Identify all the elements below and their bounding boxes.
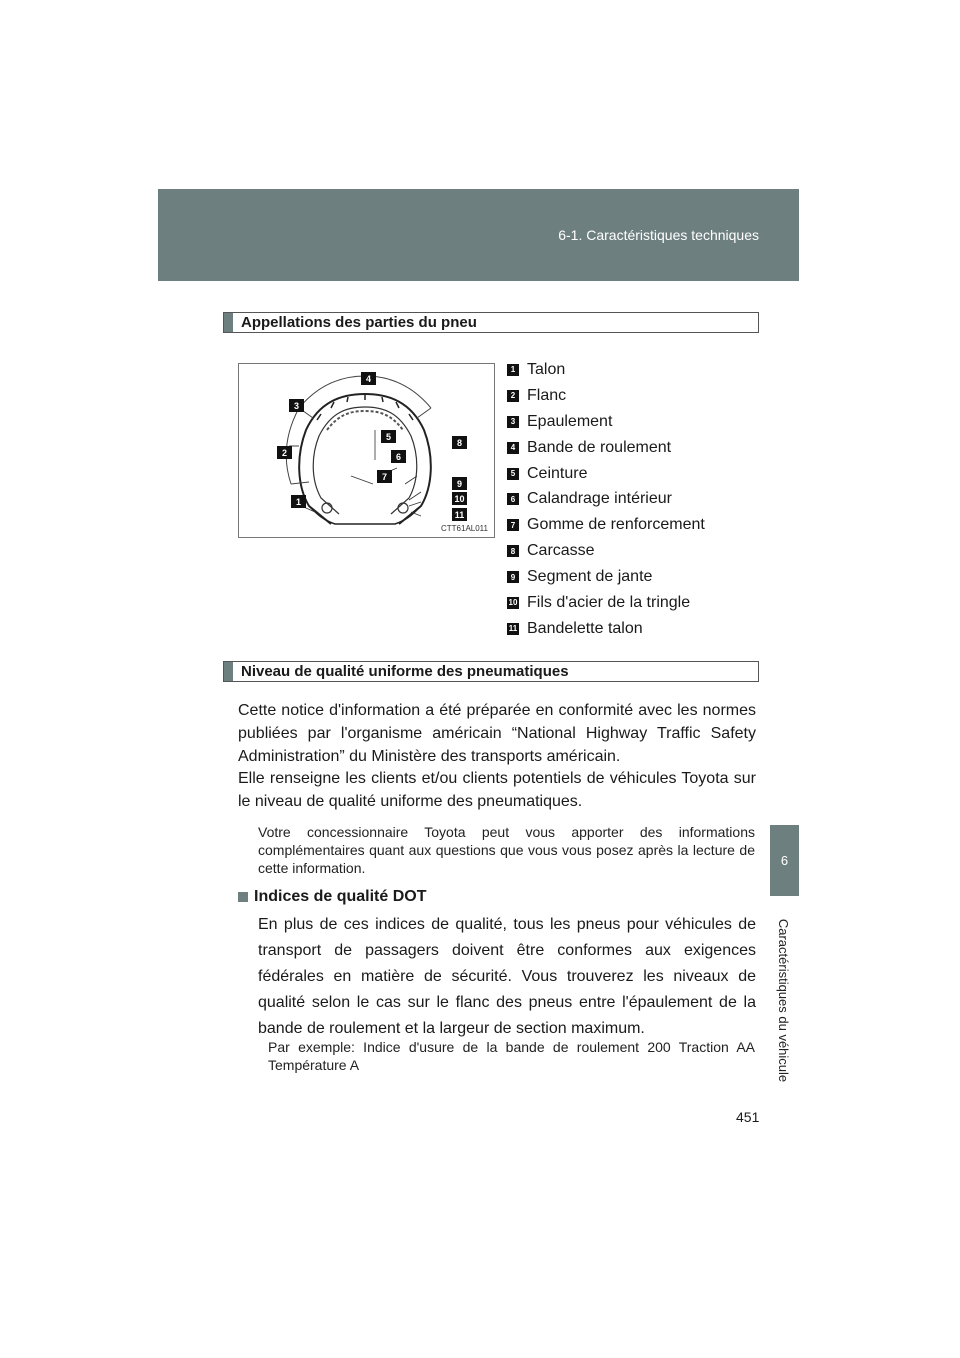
callout-3: 3	[289, 399, 304, 412]
part-number-badge: 2	[507, 390, 519, 402]
section-heading-tire-parts	[223, 312, 759, 333]
part-label: Ceinture	[527, 464, 588, 482]
part-label: Calandrage intérieur	[527, 490, 672, 508]
page-number: 451	[736, 1109, 760, 1125]
chapter-side-label	[766, 910, 802, 1090]
list-item	[507, 616, 705, 642]
info-paragraph: Elle renseigne les clients et/ou clients potentiels de véhicules Toyota sur le niveau de qualité uniforme des pneumatiques.	[238, 770, 756, 810]
part-number-badge: 8	[507, 545, 519, 557]
figure-code: CTT61AL011	[441, 524, 488, 533]
list-item	[507, 486, 705, 512]
callout-8: 8	[452, 436, 467, 449]
section-accent	[224, 662, 233, 681]
callout-6: 6	[391, 450, 406, 463]
list-item	[507, 435, 705, 461]
part-label: Bande de roulement	[527, 438, 672, 456]
subheading-text: Indices de qualité DOT	[254, 888, 427, 905]
dealer-note: Votre concessionnaire Toyota peut vous apporter des informations complémentaires quant aux questions que vous vous posez après la lecture de cette information.	[258, 824, 755, 876]
chapter-title: 6-1. Caractéristiques techniques	[558, 227, 759, 243]
section-title: Appellations des parties du pneu	[241, 314, 477, 331]
callout-11: 11	[452, 508, 467, 521]
list-item	[507, 590, 705, 616]
callout-4: 4	[361, 372, 376, 385]
callout-9: 9	[452, 477, 467, 490]
part-number-badge: 7	[507, 519, 519, 531]
part-label: Bandelette talon	[527, 619, 643, 637]
part-number-badge: 6	[507, 493, 519, 505]
part-label: Segment de jante	[527, 568, 653, 586]
part-number-badge: 5	[507, 468, 519, 480]
part-number-badge: 10	[508, 598, 518, 608]
part-number-badge: 3	[507, 416, 519, 428]
part-label: Epaulement	[527, 412, 613, 430]
list-item	[507, 409, 705, 435]
part-label: Fils d'acier de la tringle	[527, 593, 691, 611]
part-number-badge: 9	[507, 571, 519, 583]
chapter-tab-number: 6	[780, 853, 789, 868]
list-item	[507, 538, 705, 564]
section-heading-tire-quality	[223, 661, 759, 682]
tire-cross-section-figure	[238, 363, 495, 538]
callout-1: 1	[291, 495, 306, 508]
dot-paragraph: En plus de ces indices de qualité, tous les pneus pour véhicules de transport de passagers doivent être conformes aux exigences fédérales en matière de sécurité. Vous trouverez les niveaux de qualité selon le cas sur le flanc des pneus entre l'épaulement de la bande de roulement et la largeur de section maximum.	[258, 916, 756, 1037]
chapter-side-label-text: Caractéristiques du véhicule	[776, 918, 792, 1082]
part-label: Talon	[527, 360, 566, 378]
dot-quality-subheading	[238, 888, 426, 906]
part-label: Flanc	[527, 386, 567, 404]
part-number-badge: 11	[508, 624, 518, 634]
callout-5: 5	[381, 430, 396, 443]
part-number-badge: 4	[507, 442, 519, 454]
section-accent	[224, 313, 233, 332]
example-note: Par exemple: Indice d'usure de la bande de roulement 200 Traction AA Température A	[268, 1039, 755, 1073]
chapter-header	[158, 189, 799, 281]
list-item	[507, 461, 705, 487]
list-item	[507, 564, 705, 590]
section-title: Niveau de qualité uniforme des pneumatiques	[241, 663, 569, 680]
tire-parts-list	[507, 357, 705, 642]
callout-2: 2	[277, 446, 292, 459]
list-item	[507, 383, 705, 409]
list-item	[507, 357, 705, 383]
chapter-tab	[770, 825, 799, 896]
intro-paragraph: Cette notice d'information a été préparée en conformité avec les normes publiées par l'organisme américain “National Highway Traffic Safety Administration” du Ministère des transports américain.	[238, 702, 756, 765]
part-label: Carcasse	[527, 542, 595, 560]
callout-7: 7	[377, 470, 392, 483]
callout-10: 10	[452, 492, 467, 505]
part-number-badge: 1	[507, 364, 519, 376]
list-item	[507, 512, 705, 538]
square-bullet-icon	[238, 892, 248, 902]
part-label: Gomme de renforcement	[527, 516, 705, 534]
